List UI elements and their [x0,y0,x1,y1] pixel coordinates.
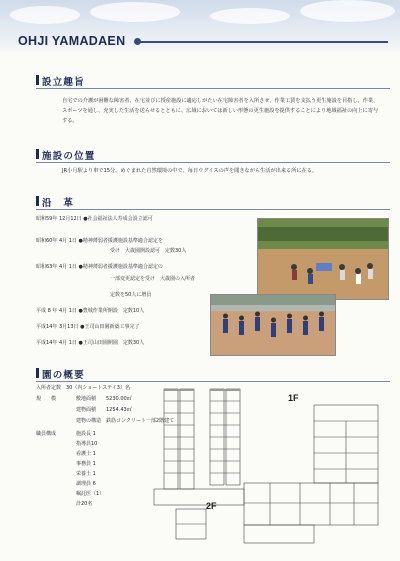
history-line: 昭和63年 4月 1日 ●精神薄弱者援護施設基準適合認定の [36,264,163,270]
history-line: 平成14年 4月 1日 ●王司山田園開園 定数30人 [36,340,145,346]
plan-floor2-label: 2F [206,501,217,511]
overview-structure: 建物の構造 鉄筋コンクリート一部2階建て [76,418,175,424]
staff-item: 計20名 [76,501,93,507]
overview-site-area: 敷地面積 5230.00㎡ [76,396,132,402]
overview-scale-label: 規 模 [36,396,57,402]
staff-item: 指導員10 [76,441,98,447]
history-line: 受け 大歳園開設認可 定数30人 [110,248,187,254]
history-rule [36,209,390,210]
location-text: JR小月駅より車で15分。めぐまれた自然環境の中で、毎日ウグイスの声を聞きながら生活が出来る所に在る。 [62,168,318,174]
overview-heading: 園の概要 [36,367,85,381]
floor-plan [150,385,388,545]
staff-item: 調理員 6 [76,481,96,487]
location-heading: 施設の位置 [36,148,96,162]
staff-item: 施設長 1 [76,431,96,437]
history-line: 昭和60年 4月 1日 ●精神薄弱者援護施設基準適合認定を [36,238,163,244]
photo-group-exercise [210,294,336,356]
brand-rule [140,41,388,43]
history-line: 昭和59年 12月12日 ●社会福祉法人寿成会設立認可 [36,216,153,222]
staff-item: 事務員 1 [76,461,96,467]
photo-outdoor-field [257,218,389,300]
overview-floor-area: 建物面積 1254.43㎡ [76,407,132,413]
staff-item: 栄養士 1 [76,471,96,477]
overview-staff-label: 職員構成 [36,431,57,437]
plan-floor1-label: 1F [288,393,299,403]
history-line: 平成14年 3月13日 ●王司山田園新築工事完了 [36,324,140,330]
brand-title: OHJI YAMADAEN [18,34,126,48]
purpose-heading: 設立趣旨 [36,74,85,88]
purpose-rule [36,88,390,89]
history-heading: 沿 革 [36,195,74,209]
purpose-text: 自宅での介護が困難な障害者、在宅並びに授産施設に適応しがたい在宅障害者を入所させ、作業工賃を支払う更生施設を目指し、作業、スポーツを通し、充実した生活を送らせるとともに、広域においては新しい形態の更生施設を提供することにより地域福祉の向上に寄与する。 [62,98,379,124]
history-line: 一部変更認定を受け 大歳園の入所者 [110,276,196,282]
location-rule [36,162,390,163]
history-line: 平成 8 年 4月 1日 ●豊城作業所開設 定数10人 [36,308,145,314]
staff-item: 嘱託医（1） [76,491,105,497]
staff-item: 看護士 1 [76,451,96,457]
overview-capacity: 入所者定数 30（内ショートステイ3）名 [36,385,130,391]
overview-rule [36,381,390,382]
history-line: 定数を50人に増員 [110,292,152,298]
